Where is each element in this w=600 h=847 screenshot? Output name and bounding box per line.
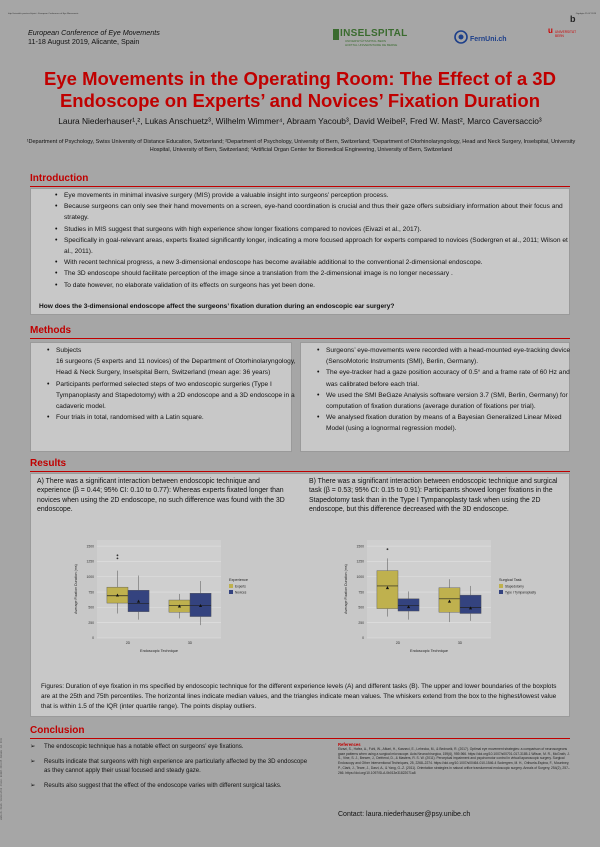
print-header-date: Gigabyte 25.07.2019	[575, 13, 596, 15]
y-tick-label: 1250	[356, 559, 364, 564]
y-axis-label: Average Fixation Duration (ms)	[74, 564, 78, 614]
x-tick-label: 2D	[125, 641, 131, 645]
legend-swatch	[229, 584, 233, 588]
legend-swatch	[499, 584, 503, 588]
y-tick-label: 0	[362, 636, 364, 641]
y-tick-label: 1500	[86, 544, 94, 549]
intro-bullet-item: • The 3D endoscope should facilitate perception of the image since a translation from the 2-dimensional image is no longer necessary .	[64, 268, 569, 279]
outlier-point	[117, 557, 119, 559]
references	[338, 742, 570, 775]
x-axis-label: Endoscopic Technique	[140, 649, 178, 653]
intro-bullet-item: • Specifically in goal-relevant areas, experts fixated significantly longer, indicating a more focused approach for experts compared to novices (Sodergren et al., 2011; Wilson et al., 2011).	[64, 235, 569, 257]
print-header-text: http://scientific-poster.ch/print - European Conference of Eye Movements	[8, 13, 79, 15]
methods-left-box	[30, 342, 296, 452]
methods-bullet-item: • The eye-tracker had a gaze position accuracy of 0.5° and a frame rate of 60 Hz and was calibrated before each trial.	[326, 367, 574, 389]
legend-label: Experts	[235, 584, 246, 589]
result-a-text: A) There was a significant interaction between endoscopic technique and experience (β = 0.44; 95% CI: 0.10 to 0.77): Whereas experts fixated longer than novices when using the 2D endoscope, no such difference was found with the 3D endoscope.	[37, 478, 285, 513]
conference-name: European Conference of Eye Movements	[28, 28, 160, 37]
y-tick-label: 500	[358, 605, 364, 610]
result-b-text: B) There was a significant interaction between endoscopic technique and surgical task (β = 0.53; 95% CI: 0.15 to 0.91): Participants showed longer fixations in the Stapedotomy task than in the Type I Tympanoplasty task when using the 2D endoscope, but this difference decreased with the 3D endoscope.	[309, 478, 558, 513]
inselspital-logo-sub	[345, 40, 397, 47]
y-axis-label: Average Fixation Duration (ms)	[344, 564, 348, 614]
y-tick-label: 1250	[86, 559, 94, 564]
legend-title: Surgical Task	[499, 578, 522, 582]
figure-caption: Figures: Duration of eye fixation in ms specified by endoscopic technique for the different experience levels (A) and different tasks (B). The upper and lower boundaries of the boxplots are at the 25th and 75th percentiles. The horizontal lines indicate median values, and the triangles indicate mean values. The whiskers extend from the box to the highest/lowest value that is within 1.5 of the IQR (inter quartile range). The points display outliers.	[41, 683, 557, 710]
fernuni-logo-icon	[454, 30, 468, 44]
conclusion-bullet-item: ➢ The endoscopic technique has a notable effect on surgeons’ eye fixations.	[30, 742, 315, 752]
y-tick-label: 500	[88, 605, 94, 610]
legend-title: Experience	[229, 578, 248, 582]
side-print-note: unibe.ch · Druck · Version 2019 · Poster · ECEM · 2019-08 · Alicante · A4 · 2019	[1, 738, 3, 820]
poster-title: Eye Movements in the Operating Room: The Effect of a 3D Endoscope on Experts’ and Novices’ Fixation Duration	[44, 68, 556, 111]
intro-heading: Introduction	[30, 173, 89, 184]
conclusion-bullet-item: ➢ Results indicate that surgeons with high experience are particularly affected by the 3D endoscope as they cannot apply their usual focused and steady gaze.	[30, 757, 315, 776]
outlier-point	[387, 548, 389, 550]
methods-divider	[30, 338, 570, 339]
legend-swatch	[499, 590, 503, 594]
conclusion-heading: Conclusion	[30, 725, 85, 736]
methods-bullet-item: • We used the SMI BeGaze Analysis software version 3.7 (SMI, Berlin, Germany) for computation of fixation durations (average duration of fixations per trial).	[326, 390, 574, 412]
methods-bullet-item: • Surgeons’ eye-movements were recorded with a head-mounted eye-tracking device (SensoMotoric Instruments (SMI), Berlin, Germany).	[326, 345, 574, 367]
unibe-logo-text: UNIVERSITÄT BERN	[555, 30, 577, 38]
x-tick-label: 3D	[457, 641, 463, 645]
references-heading: References	[338, 742, 361, 747]
affiliations: ¹Department of Psychology, Swiss University of Distance Education, Switzerland; ²Department of Psychology, University of Bern, Switzerland; ³Department of Otorhinolaryngology, Head and Neck Surgery, Inselspital, University Hospital, University of Bern, Switzerland; ⁴Artificial Organ Center for Biomedical Engineering, University of Bern, Switzerland	[26, 139, 576, 153]
results-divider	[30, 471, 570, 472]
intro-bullet-item: • With recent technical progress, a new 3-dimensional endoscope has become available additional to the conventional 2-dimensional endoscope.	[64, 257, 569, 268]
intro-bullet-item: • Because surgeons can only see their hand movements on a screen, eye-hand coordination is crucial and thus their gaze offers subsidiary information about their focus and strategy.	[64, 201, 569, 223]
results-heading: Results	[30, 458, 67, 469]
legend-label: Stapedotomy	[505, 584, 524, 589]
x-tick-label: 2D	[395, 641, 401, 645]
inselspital-sub-1: UNIVERSITÄTSSPITAL BERN	[345, 39, 387, 43]
y-tick-label: 750	[88, 590, 94, 595]
legend-label: Novices	[235, 590, 247, 595]
research-question: How does the 3-dimensional endoscope affect the surgeons’ fixation duration during an endoscopic ear surgery?	[39, 303, 395, 310]
results-box	[30, 473, 570, 717]
conclusion-divider	[30, 738, 570, 739]
intro-bullet-item: • Studies in MIS suggest that surgeons with high experience show longer fixations compared to novices (Eivazi et al., 2017).	[64, 224, 569, 235]
methods-right-list	[315, 345, 574, 435]
methods-subjects-label: • Subjects	[56, 345, 296, 356]
methods-left-list	[45, 345, 296, 423]
inselspital-sub-2: HOPITAL UNIVERSITAIRE DE BERNE	[345, 42, 398, 47]
outlier-point	[117, 554, 119, 556]
box-type-i-tympanoplasty	[398, 599, 419, 611]
box-type-i-tympanoplasty	[460, 595, 481, 613]
inselspital-logo: INSELSPITAL	[340, 28, 408, 39]
unibe-logo-b: b	[570, 14, 576, 24]
contact-email[interactable]: Contact: laura.niederhauser@psy.unibe.ch	[338, 811, 471, 818]
y-tick-label: 1000	[86, 574, 94, 579]
inselspital-logo-mark	[333, 29, 339, 40]
intro-bullet-item: • Eye movements in minimal invasive surgery (MIS) provide a valuable insight into surgeons’ perception process.	[64, 190, 569, 201]
methods-heading: Methods	[30, 325, 72, 336]
methods-trials: • Four trials in total, randomised with a Latin square.	[56, 412, 296, 423]
intro-bullets	[53, 190, 569, 291]
x-tick-label: 3D	[187, 641, 193, 645]
conclusion-bullets	[30, 742, 315, 795]
conference-dates: 11-18 August 2019, Alicante, Spain	[28, 37, 140, 46]
references-text: Eivazi, S., Hafez, A., Fuhl, W., Afkari, H., Kasneci, E., Lehecka, M., & Bednarik, R. (2017). Optimal eye movement strategies: a comparison of neurosurgeons gaze patterns when using a surgical microscope. Acta Neurochirurgica, 159(6), 959-966. https://doi.org/10.1007/s00701-017-3185-1 Wilson, M. R., McGrath, J. S., Vine, S. J., Brewer, J., Defriend, D., & Masters, R. S. W. (2011). Perceptual impairment and psychomotor control in virtual laparoscopic surgery. Surgical Endoscopy and Other Interventional Techniques, 25, 2268–2274. https://doi.org/10.1007/s00464-010-1546-4 Sodergren, M. H., Orihuela-Espina, F., Mountney, P., Clark, J., Teare, J., Darzi, A., & Yang, G.-Z. (2011). Orientation strategies in natural orifice translumenal endoscopic surgery. Annals of Surgery, 254(2), 257–266. https://doi.org/10.1097/SLA.0b013e31822071a8	[338, 747, 570, 775]
intro-box	[30, 188, 570, 315]
chart-a	[71, 534, 291, 660]
methods-procedure: • Participants performed selected steps of two endoscopic surgeries (Type I Tympanoplasty and Stapedotomy) with a 2D endoscope and a 3D endoscope in a cadaveric model.	[56, 379, 296, 413]
legend-label: Type I Tympanoplasty	[505, 590, 536, 595]
methods-right-box	[300, 342, 570, 452]
y-tick-label: 750	[358, 590, 364, 595]
methods-subjects: 16 surgeons (5 experts and 11 novices) of the Department of Otorhinolaryngology, Head & Neck Surgery, Inselspital Bern, Switzerland (mean age: 36 years)	[56, 358, 296, 377]
chart-b	[341, 534, 566, 660]
y-tick-label: 250	[88, 620, 94, 625]
box-stapedotomy	[377, 571, 398, 609]
fernuni-logo: FernUni.ch	[470, 36, 507, 43]
authors: Laura Niederhauser¹,², Lukas Anschuetz³, Wilhelm Wimmer⁴, Abraam Yacoub³, David Weibel², Fred W. Mast², Marco Caversaccio³	[58, 116, 542, 126]
y-tick-label: 1000	[356, 574, 364, 579]
intro-divider	[30, 186, 570, 187]
intro-bullet-item: • To date however, no elaborate validation of its effects on surgeons has yet been done.	[64, 280, 569, 291]
x-axis-label: Endoscopic Technique	[410, 649, 448, 653]
y-tick-label: 250	[358, 620, 364, 625]
unibe-logo-u: u	[548, 26, 553, 35]
y-tick-label: 1500	[356, 544, 364, 549]
y-tick-label: 0	[92, 636, 94, 641]
conference-info	[28, 28, 160, 46]
legend-swatch	[229, 590, 233, 594]
conclusion-bullet-item: ➢ Results also suggest that the effect of the endoscope varies with different surgical tasks.	[30, 781, 315, 791]
methods-bullet-item: • We analysed fixation duration by means of a Bayesian Generalized Linear Mixed Model (using a lognormal regression model).	[326, 412, 574, 434]
